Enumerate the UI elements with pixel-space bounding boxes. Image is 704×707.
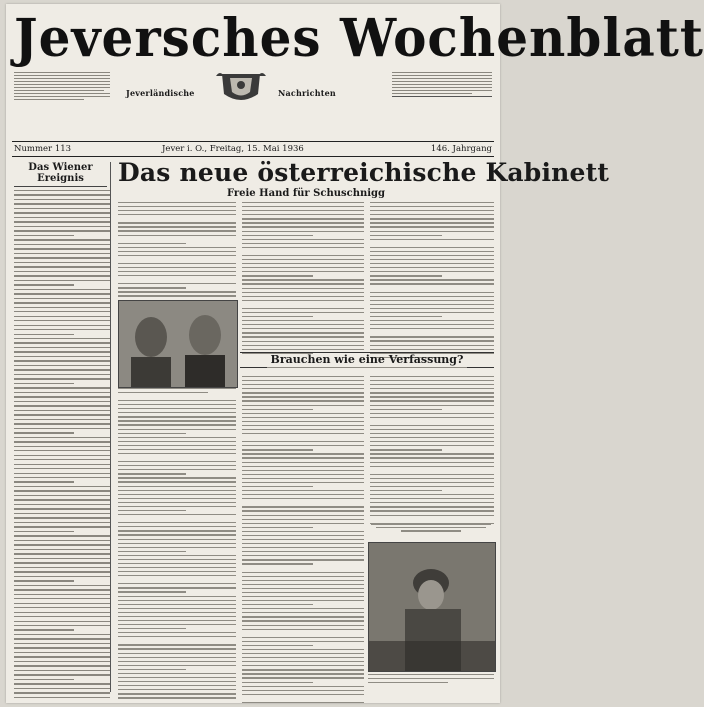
issue-number: Nummer 113 — [14, 144, 72, 154]
issue-date: Jever i. O., Freitag, 15. Mai 1936 — [162, 144, 304, 154]
left-column-article — [14, 162, 111, 692]
portrait-caption-lines — [118, 388, 236, 396]
main-subheadline: Freie Hand für Schuschnigg — [226, 188, 386, 199]
volume-number: 146. Jahrgang — [430, 144, 492, 154]
masthead-right-note-lines — [392, 72, 492, 99]
newspaper-page — [6, 4, 704, 703]
main-headline: Das neue österreichische Kabinett — [118, 158, 610, 187]
issue-date-bar — [12, 141, 494, 157]
minister-list-lines — [118, 202, 236, 312]
column-3-body-lines — [242, 202, 364, 361]
column-3b-body-lines — [242, 376, 364, 706]
masthead-subtitle-left: Jeverländische — [126, 88, 195, 98]
coat-of-arms-icon — [214, 68, 268, 106]
soldier-photo — [368, 542, 496, 672]
column-2-body-lines — [118, 400, 236, 705]
portrait-photo — [118, 300, 238, 388]
column-4b-body-lines — [370, 376, 494, 527]
left-column-title: Das Wiener Ereignis — [14, 162, 107, 187]
left-column-body-lines — [14, 190, 110, 698]
masthead — [14, 6, 704, 106]
masthead-title: Jeversches Wochenblatt — [14, 6, 704, 69]
section-2-title: Brauchen wie eine Verfassung? — [240, 352, 494, 368]
photo-2-caption-lines — [368, 674, 494, 686]
masthead-subtitle-right: Nachrichten — [278, 88, 336, 98]
column-4-body-lines — [370, 202, 494, 361]
section-2-subtitle-line — [240, 367, 494, 368]
masthead-left-note-lines — [14, 72, 110, 102]
photo-2-header-lines — [368, 524, 494, 532]
